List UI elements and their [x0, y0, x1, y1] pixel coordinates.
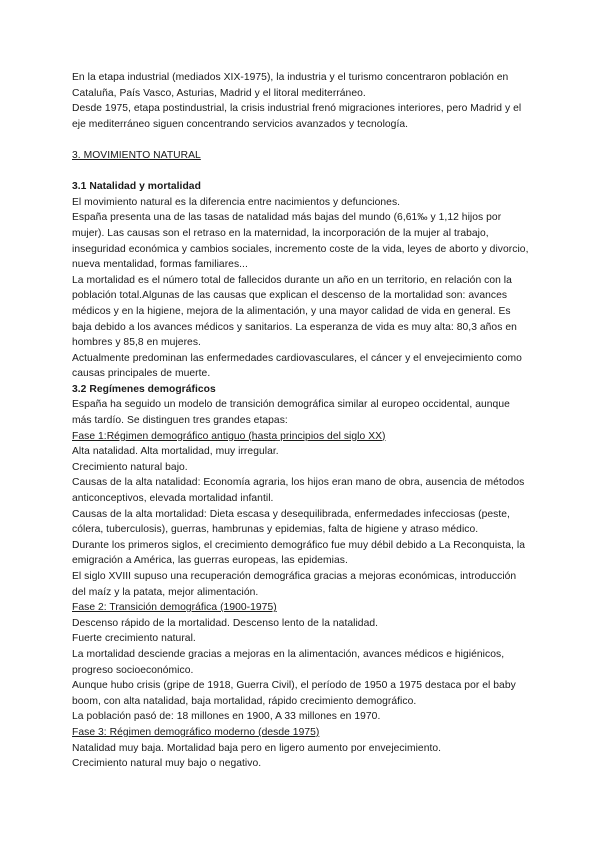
paragraph: Crecimiento natural bajo. — [72, 461, 188, 473]
paragraph: Aunque hubo crisis (gripe de 1918, Guerra Civil), el período de 1950 a 1975 destaca por el baby boom, con alta natalidad, baja mortalidad, rápido crecimiento demográfico. — [72, 680, 516, 707]
section-title: 3. MOVIMIENTO NATURAL — [72, 149, 201, 161]
paragraph: Actualmente predominan las enfermedades cardiovasculares, el cáncer y el envejecimiento como causas principales de muerte. — [72, 352, 522, 380]
paragraph: La población pasó de: 18 millones en 1900, A 33 millones en 1970. — [72, 711, 381, 723]
paragraph: La mortalidad desciende gracias a mejoras en la alimentación, avances médicos e higiénicos, progreso socioeconómico. — [72, 648, 505, 676]
paragraph: España presenta una de las tasas de natalidad más bajas del mundo (6,61‰ y 1,12 hijos por mujer). Las causas son el retraso en la maternidad, la incorporación de la mujer al trabajo, inseguridad económica y cambios sociales, incremento coste de la vida, leyes de aborto y divorcio, nueva mentalidad, formas familiares... — [72, 212, 529, 271]
phase-2-title: Fase 2: Transición demográfica (1900-1975) — [72, 602, 277, 614]
paragraph: La mortalidad es el número total de fallecidos durante un año en un territorio, en relación con la población total.Algunas de las causas que explican el descenso de la mortalidad son: avances médicos y en la higiene, mejora de la alimentación, y una mayor calidad de vida en general. Es baja debido a los avances médicos y sanitarios. La esperanza de vida es muy alta: 80,3 años en hombres y 85,8 en mujeres. — [72, 274, 517, 349]
paragraph: Natalidad muy baja. Mortalidad baja pero en ligero aumento por envejecimiento. — [72, 742, 442, 754]
paragraph: El siglo XVIII supuso una recuperación demográfica gracias a mejoras económicas, introducción del maíz y la patata, mejor alimentación. — [72, 571, 517, 598]
phase-3-title: Fase 3: Régimen demográfico moderno (desde 1975) — [72, 726, 320, 738]
spacer — [72, 164, 532, 180]
spacer — [72, 132, 532, 148]
document-body — [72, 70, 532, 772]
intro-paragraph: En la etapa industrial (mediados XIX-1975), la industria y el turismo concentraron población en Cataluña, País Vasco, Asturias, Madrid y el litoral mediterráneo. — [72, 72, 509, 99]
subsection-title-natalidad: 3.1 Natalidad y mortalidad — [72, 181, 201, 193]
paragraph: Fuerte crecimiento natural. — [72, 633, 196, 645]
paragraph: Durante los primeros siglos, el crecimiento demográfico fue muy débil debido a La Reconquista, la emigración a América, las guerras europeas, las epidemias. — [72, 539, 525, 567]
paragraph: Crecimiento natural muy bajo o negativo. — [72, 758, 262, 770]
paragraph: El movimiento natural es la diferencia entre nacimientos y defunciones. — [72, 196, 401, 208]
paragraph: Descenso rápido de la mortalidad. Descenso lento de la natalidad. — [72, 617, 379, 629]
paragraph: Causas de la alta natalidad: Economía agraria, los hijos eran mano de obra, ausencia de métodos anticonceptivos, elevada mortalidad infantil. — [72, 477, 525, 505]
paragraph: Alta natalidad. Alta mortalidad, muy irregular. — [72, 446, 279, 458]
phase-1-title: Fase 1:Régimen demográfico antiguo (hasta principios del siglo XX) — [72, 430, 386, 442]
subsection-title-regimenes: 3.2 Regímenes demográficos — [72, 383, 216, 395]
paragraph: Causas de la alta mortalidad: Dieta escasa y desequilibrada, enfermedades infecciosas (peste, cólera, tuberculosis), guerras, hambrunas y epidemias, falta de higiene y atraso médico. — [72, 508, 510, 536]
intro-paragraph: Desde 1975, etapa postindustrial, la crisis industrial frenó migraciones interiores, pero Madrid y el eje mediterráneo siguen concentrando servicios avanzados y tecnología. — [72, 103, 522, 130]
paragraph: España ha seguido un modelo de transición demográfica similar al europeo occidental, aunque más tardío. Se distinguen tres grandes etapas: — [72, 399, 510, 427]
